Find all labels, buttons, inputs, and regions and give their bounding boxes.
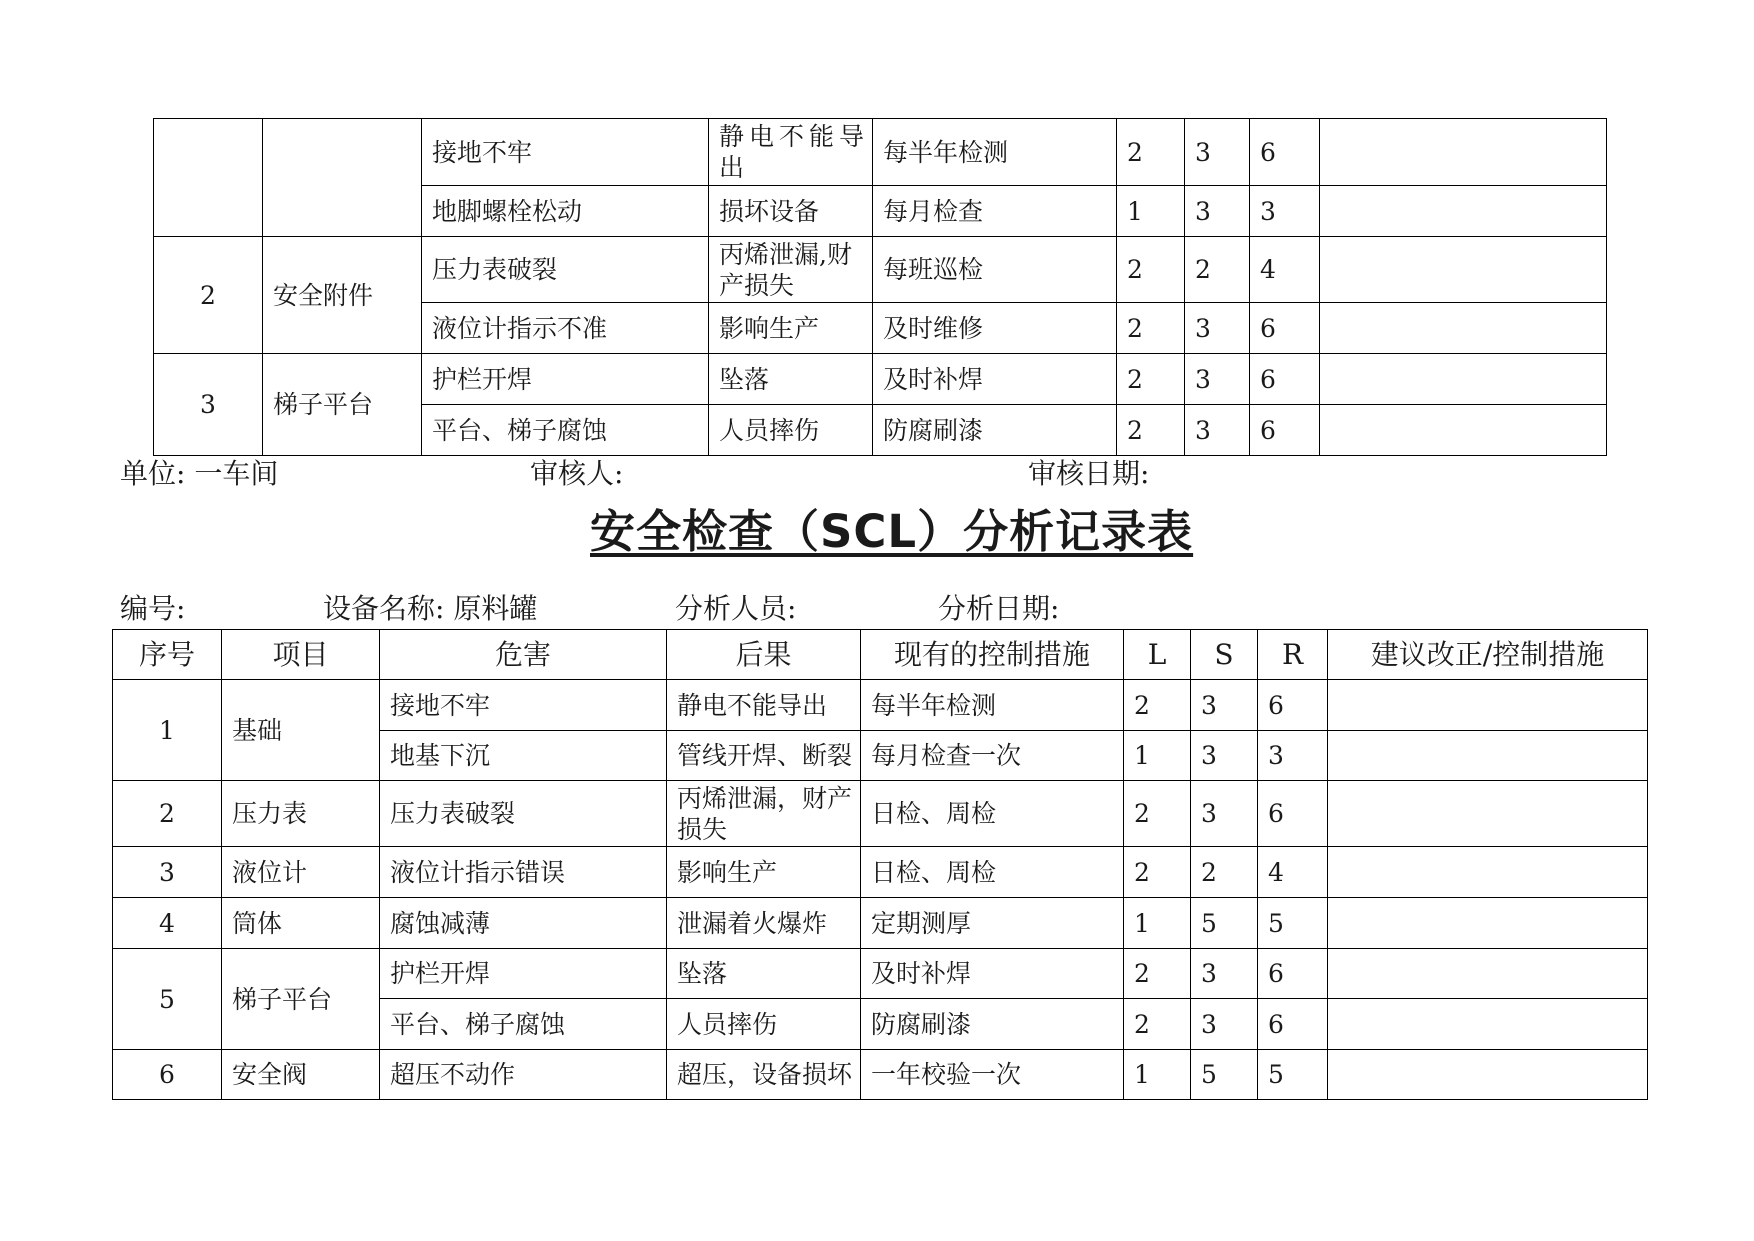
r-cell: 5	[1258, 1050, 1328, 1100]
item-cell: 液位计	[222, 847, 380, 898]
r-cell: 6	[1250, 405, 1320, 456]
l-cell: 2	[1124, 847, 1191, 898]
table-row	[113, 898, 1648, 949]
consequence-cell: 人员摔伤	[667, 999, 861, 1050]
header-row	[113, 630, 1648, 680]
table-row	[154, 119, 1607, 186]
hazard-cell: 液位计指示错误	[380, 847, 667, 898]
table-row	[113, 949, 1648, 999]
no-cell: 6	[113, 1050, 222, 1100]
s-cell: 3	[1185, 303, 1250, 354]
r-cell: 6	[1258, 680, 1328, 731]
s-cell: 3	[1191, 781, 1258, 847]
header-l: L	[1124, 630, 1191, 680]
no-cell: 1	[113, 680, 222, 781]
s-cell: 3	[1185, 186, 1250, 237]
analysis-date-label: 分析日期:	[938, 592, 1060, 625]
l-cell: 2	[1124, 949, 1191, 999]
unit-label: 单位: 一车间	[120, 457, 279, 490]
hazard-cell: 护栏开焊	[380, 949, 667, 999]
l-cell: 2	[1124, 781, 1191, 847]
number-label: 编号:	[120, 592, 186, 625]
continued-table	[153, 118, 1607, 456]
review-date-label: 审核日期:	[1028, 457, 1150, 490]
r-cell: 6	[1250, 354, 1320, 405]
s-cell: 2	[1191, 847, 1258, 898]
header-item: 项目	[222, 630, 380, 680]
suggestion-cell	[1328, 731, 1648, 781]
suggestion-cell	[1320, 237, 1607, 303]
consequence-cell: 丙烯泄漏,财产损失	[709, 237, 873, 303]
no-cell: 2	[154, 237, 263, 354]
page-title: 安全检查（SCL）分析记录表	[590, 505, 1194, 558]
item-cell: 安全附件	[263, 237, 422, 354]
consequence-cell: 影响生产	[709, 303, 873, 354]
control-cell: 每月检查	[873, 186, 1117, 237]
control-cell: 每月检查一次	[861, 731, 1124, 781]
item-cell: 梯子平台	[222, 949, 380, 1050]
r-cell: 3	[1250, 186, 1320, 237]
suggestion-cell	[1320, 354, 1607, 405]
hazard-cell: 压力表破裂	[422, 237, 709, 303]
consequence-cell: 坠落	[709, 354, 873, 405]
s-cell: 3	[1185, 405, 1250, 456]
header-control: 现有的控制措施	[861, 630, 1124, 680]
control-cell: 一年校验一次	[861, 1050, 1124, 1100]
suggestion-cell	[1328, 680, 1648, 731]
control-cell: 防腐刷漆	[861, 999, 1124, 1050]
item-cell	[263, 119, 422, 237]
r-cell: 4	[1258, 847, 1328, 898]
hazard-cell: 超压不动作	[380, 1050, 667, 1100]
s-cell: 3	[1191, 949, 1258, 999]
item-cell: 基础	[222, 680, 380, 781]
consequence-cell: 损坏设备	[709, 186, 873, 237]
header-consequence: 后果	[667, 630, 861, 680]
s-cell: 3	[1191, 999, 1258, 1050]
hazard-cell: 地基下沉	[380, 731, 667, 781]
hazard-cell: 护栏开焊	[422, 354, 709, 405]
suggestion-cell	[1320, 405, 1607, 456]
s-cell: 2	[1185, 237, 1250, 303]
consequence-cell: 泄漏着火爆炸	[667, 898, 861, 949]
consequence-cell: 人员摔伤	[709, 405, 873, 456]
r-cell: 4	[1250, 237, 1320, 303]
hazard-cell: 腐蚀减薄	[380, 898, 667, 949]
control-cell: 每半年检测	[861, 680, 1124, 731]
consequence-cell: 超压，设备损坏	[667, 1050, 861, 1100]
equipment-name: 设备名称: 原料罐	[323, 592, 538, 625]
table-row	[113, 1050, 1648, 1100]
control-cell: 每班巡检	[873, 237, 1117, 303]
consequence-cell: 丙烯泄漏，财产损失	[667, 781, 861, 847]
l-cell: 1	[1117, 186, 1185, 237]
no-cell	[154, 119, 263, 237]
control-cell: 日检、周检	[861, 781, 1124, 847]
table-row	[113, 847, 1648, 898]
r-cell: 6	[1258, 999, 1328, 1050]
l-cell: 2	[1117, 119, 1185, 186]
suggestion-cell	[1328, 1050, 1648, 1100]
control-cell: 及时维修	[873, 303, 1117, 354]
r-cell: 6	[1250, 119, 1320, 186]
no-cell: 3	[113, 847, 222, 898]
hazard-cell: 平台、梯子腐蚀	[422, 405, 709, 456]
s-cell: 3	[1185, 354, 1250, 405]
suggestion-cell	[1328, 949, 1648, 999]
control-cell: 及时补焊	[861, 949, 1124, 999]
control-cell: 日检、周检	[861, 847, 1124, 898]
s-cell: 5	[1191, 898, 1258, 949]
consequence-cell: 坠落	[667, 949, 861, 999]
suggestion-cell	[1320, 119, 1607, 186]
hazard-cell: 接地不牢	[380, 680, 667, 731]
l-cell: 2	[1117, 405, 1185, 456]
s-cell: 5	[1191, 1050, 1258, 1100]
item-cell: 压力表	[222, 781, 380, 847]
r-cell: 5	[1258, 898, 1328, 949]
l-cell: 2	[1117, 354, 1185, 405]
control-cell: 及时补焊	[873, 354, 1117, 405]
suggestion-cell	[1320, 303, 1607, 354]
consequence-cell: 静电不能导出	[667, 680, 861, 731]
item-cell: 梯子平台	[263, 354, 422, 456]
analyst-label: 分析人员:	[675, 592, 797, 625]
suggestion-cell	[1328, 999, 1648, 1050]
l-cell: 1	[1124, 1050, 1191, 1100]
s-cell: 3	[1185, 119, 1250, 186]
no-cell: 4	[113, 898, 222, 949]
hazard-cell: 平台、梯子腐蚀	[380, 999, 667, 1050]
l-cell: 2	[1124, 680, 1191, 731]
l-cell: 2	[1117, 303, 1185, 354]
hazard-cell: 液位计指示不准	[422, 303, 709, 354]
hazard-cell: 压力表破裂	[380, 781, 667, 847]
item-cell: 筒体	[222, 898, 380, 949]
r-cell: 6	[1250, 303, 1320, 354]
s-cell: 3	[1191, 731, 1258, 781]
suggestion-cell	[1328, 847, 1648, 898]
header-hazard: 危害	[380, 630, 667, 680]
reviewer-label: 审核人:	[530, 457, 624, 490]
consequence-cell: 静电不能导出	[709, 119, 873, 186]
l-cell: 1	[1124, 898, 1191, 949]
hazard-cell: 接地不牢	[422, 119, 709, 186]
no-cell: 3	[154, 354, 263, 456]
suggestion-cell	[1328, 781, 1648, 847]
consequence-cell: 影响生产	[667, 847, 861, 898]
suggestion-cell	[1328, 898, 1648, 949]
l-cell: 1	[1124, 731, 1191, 781]
hazard-cell: 地脚螺栓松动	[422, 186, 709, 237]
no-cell: 2	[113, 781, 222, 847]
control-cell: 每半年检测	[873, 119, 1117, 186]
table-row	[113, 781, 1648, 847]
control-cell: 防腐刷漆	[873, 405, 1117, 456]
header-s: S	[1191, 630, 1258, 680]
r-cell: 3	[1258, 731, 1328, 781]
header-no: 序号	[113, 630, 222, 680]
no-cell: 5	[113, 949, 222, 1050]
suggestion-cell	[1320, 186, 1607, 237]
r-cell: 6	[1258, 949, 1328, 999]
s-cell: 3	[1191, 680, 1258, 731]
header-r: R	[1258, 630, 1328, 680]
r-cell: 6	[1258, 781, 1328, 847]
scl-table	[112, 629, 1648, 1100]
consequence-cell: 管线开焊、断裂	[667, 731, 861, 781]
l-cell: 2	[1124, 999, 1191, 1050]
table-row	[113, 680, 1648, 731]
table-row	[154, 237, 1607, 303]
table-row	[154, 354, 1607, 405]
control-cell: 定期测厚	[861, 898, 1124, 949]
header-suggestion: 建议改正/控制措施	[1328, 630, 1648, 680]
l-cell: 2	[1117, 237, 1185, 303]
item-cell: 安全阀	[222, 1050, 380, 1100]
